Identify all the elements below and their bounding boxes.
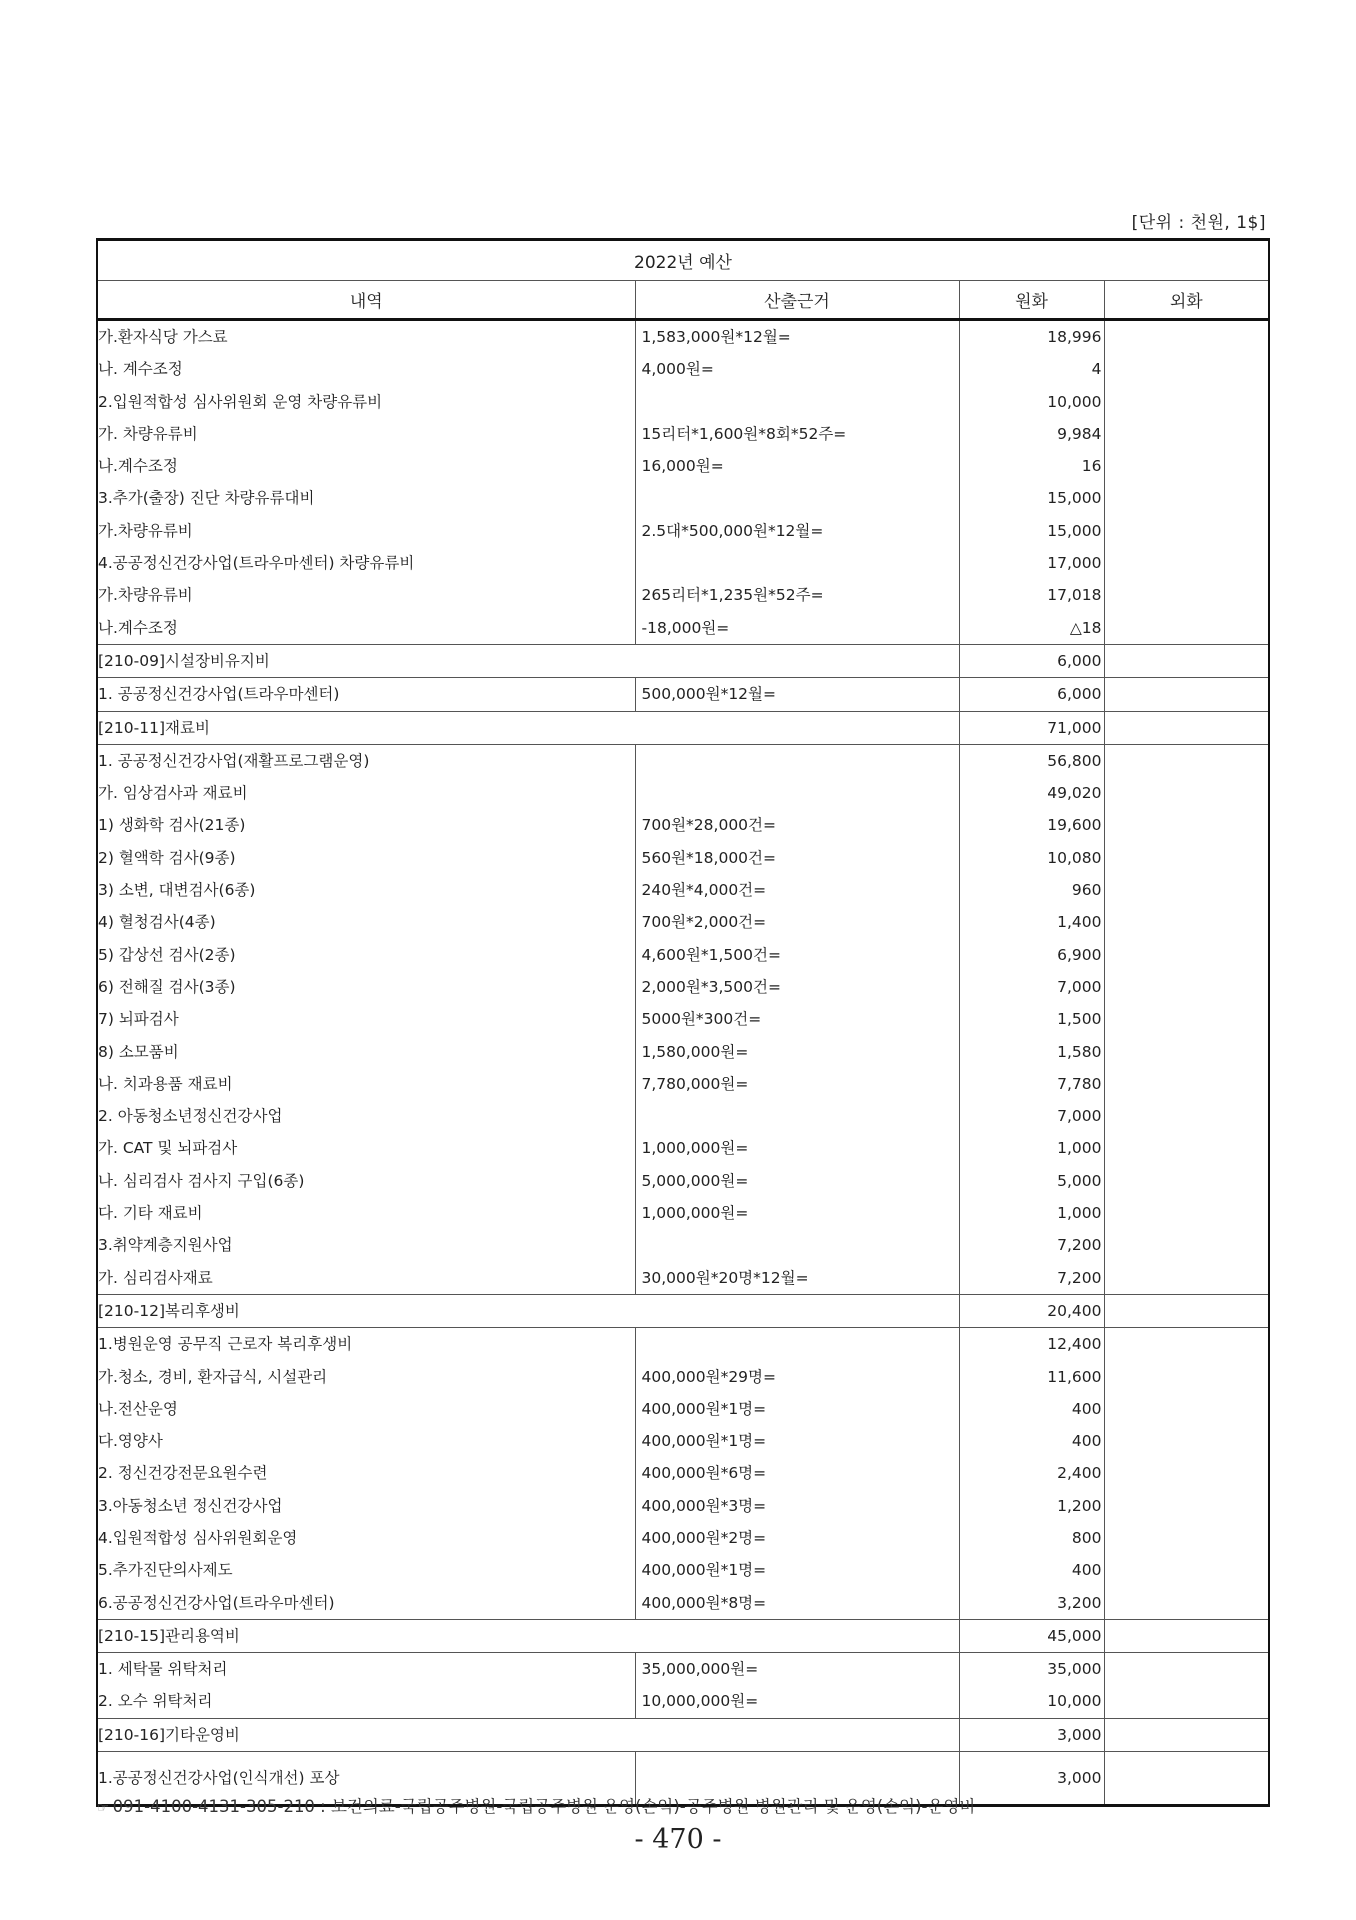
row-fx-amount xyxy=(1104,678,1269,711)
row-fx-amount xyxy=(1104,320,1269,354)
row-label: [210-16]기타운영비 xyxy=(97,1718,959,1751)
row-calculation xyxy=(635,744,959,777)
footnote xyxy=(97,1793,975,1817)
row-krw-amount: 7,000 xyxy=(959,971,1104,1003)
row-krw-amount: 10,000 xyxy=(959,386,1104,418)
row-label: 가. 차량유류비 xyxy=(97,418,635,450)
row-krw-amount: 3,200 xyxy=(959,1587,1104,1620)
row-calculation: 400,000원*1명= xyxy=(635,1425,959,1457)
section-row xyxy=(97,1294,1269,1327)
table-row xyxy=(97,547,1269,579)
row-label: 1. 공공정신건강사업(재활프로그램운영) xyxy=(97,744,635,777)
page-number: - 470 - xyxy=(634,1824,722,1855)
row-fx-amount xyxy=(1104,482,1269,514)
pointing-hand-icon: ☞ xyxy=(97,1801,109,1816)
row-calculation: 400,000원*1명= xyxy=(635,1554,959,1586)
table-row xyxy=(97,874,1269,906)
row-calculation: 1,580,000원= xyxy=(635,1036,959,1068)
table-row xyxy=(97,1554,1269,1586)
table-row xyxy=(97,612,1269,645)
row-calculation: 400,000원*8명= xyxy=(635,1587,959,1620)
row-fx-amount xyxy=(1104,612,1269,645)
table-row xyxy=(97,579,1269,611)
row-calculation: -18,000원= xyxy=(635,612,959,645)
row-fx-amount xyxy=(1104,579,1269,611)
row-fx-amount xyxy=(1104,1361,1269,1393)
row-label: 2. 정신건강전문요원수련 xyxy=(97,1457,635,1489)
row-label: 2) 혈액학 검사(9종) xyxy=(97,842,635,874)
row-krw-amount: 1,000 xyxy=(959,1197,1104,1229)
row-krw-amount: 6,900 xyxy=(959,939,1104,971)
row-calculation: 560원*18,000건= xyxy=(635,842,959,874)
section-row xyxy=(97,711,1269,744)
row-label: 4.입원적합성 심사위원회운영 xyxy=(97,1522,635,1554)
row-label: [210-09]시설장비유지비 xyxy=(97,644,959,677)
row-label: 2. 오수 위탁처리 xyxy=(97,1685,635,1718)
row-krw-amount: 45,000 xyxy=(959,1619,1104,1652)
row-label: 나.계수조정 xyxy=(97,450,635,482)
row-calculation: 2,000원*3,500건= xyxy=(635,971,959,1003)
row-fx-amount xyxy=(1104,842,1269,874)
row-label: [210-15]관리용역비 xyxy=(97,1619,959,1652)
row-fx-amount xyxy=(1104,1554,1269,1586)
row-calculation xyxy=(635,777,959,809)
row-krw-amount: 6,000 xyxy=(959,678,1104,711)
row-fx-amount xyxy=(1104,547,1269,579)
row-fx-amount xyxy=(1104,644,1269,677)
row-krw-amount: 400 xyxy=(959,1554,1104,1586)
row-fx-amount xyxy=(1104,777,1269,809)
section-row xyxy=(97,1619,1269,1652)
row-label: 7) 뇌파검사 xyxy=(97,1003,635,1035)
row-fx-amount xyxy=(1104,515,1269,547)
row-calculation: 265리터*1,235원*52주= xyxy=(635,579,959,611)
table-row xyxy=(97,842,1269,874)
row-krw-amount: 3,000 xyxy=(959,1752,1104,1806)
row-krw-amount: 56,800 xyxy=(959,744,1104,777)
row-calculation: 4,000원= xyxy=(635,353,959,385)
table-row xyxy=(97,482,1269,514)
row-krw-amount: 400 xyxy=(959,1393,1104,1425)
row-label: 가. 심리검사재료 xyxy=(97,1262,635,1295)
table-row xyxy=(97,939,1269,971)
row-calculation: 400,000원*6명= xyxy=(635,1457,959,1489)
row-calculation: 400,000원*3명= xyxy=(635,1490,959,1522)
row-krw-amount: 17,000 xyxy=(959,547,1104,579)
row-krw-amount: △18 xyxy=(959,612,1104,645)
row-calculation: 400,000원*29명= xyxy=(635,1361,959,1393)
row-label: 4.공공정신건강사업(트라우마센터) 차량유류비 xyxy=(97,547,635,579)
row-label: 1. 세탁물 위탁처리 xyxy=(97,1653,635,1686)
table-row xyxy=(97,1132,1269,1164)
row-fx-amount xyxy=(1104,1752,1269,1806)
table-row xyxy=(97,515,1269,547)
row-calculation xyxy=(635,547,959,579)
row-fx-amount xyxy=(1104,1003,1269,1035)
row-krw-amount: 15,000 xyxy=(959,515,1104,547)
row-krw-amount: 5,000 xyxy=(959,1165,1104,1197)
table-body xyxy=(97,320,1269,1806)
table-row xyxy=(97,1229,1269,1261)
row-fx-amount xyxy=(1104,1328,1269,1361)
row-label: 1.병원운영 공무직 근로자 복리후생비 xyxy=(97,1328,635,1361)
row-krw-amount: 7,200 xyxy=(959,1229,1104,1261)
row-fx-amount xyxy=(1104,1490,1269,1522)
row-fx-amount xyxy=(1104,1132,1269,1164)
table-row xyxy=(97,1068,1269,1100)
row-label: 3) 소변, 대변검사(6종) xyxy=(97,874,635,906)
row-fx-amount xyxy=(1104,1197,1269,1229)
row-krw-amount: 35,000 xyxy=(959,1653,1104,1686)
row-label: 3.추가(출장) 진단 차량유류대비 xyxy=(97,482,635,514)
row-krw-amount: 1,000 xyxy=(959,1132,1104,1164)
row-fx-amount xyxy=(1104,1718,1269,1751)
row-label: 나.전산운영 xyxy=(97,1393,635,1425)
row-krw-amount: 10,080 xyxy=(959,842,1104,874)
table-row xyxy=(97,1653,1269,1686)
row-krw-amount: 19,600 xyxy=(959,809,1104,841)
row-label: [210-12]복리후생비 xyxy=(97,1294,959,1327)
table-row xyxy=(97,777,1269,809)
row-fx-amount xyxy=(1104,1068,1269,1100)
budget-table xyxy=(96,238,1270,1807)
row-krw-amount: 2,400 xyxy=(959,1457,1104,1489)
row-calculation: 1,000,000원= xyxy=(635,1197,959,1229)
row-label: 가. CAT 및 뇌파검사 xyxy=(97,1132,635,1164)
row-krw-amount: 7,200 xyxy=(959,1262,1104,1295)
row-krw-amount: 16 xyxy=(959,450,1104,482)
row-label: 나.계수조정 xyxy=(97,612,635,645)
row-fx-amount xyxy=(1104,906,1269,938)
row-calculation xyxy=(635,386,959,418)
row-label: 6) 전해질 검사(3종) xyxy=(97,971,635,1003)
row-calculation: 10,000,000원= xyxy=(635,1685,959,1718)
row-calculation xyxy=(635,1100,959,1132)
row-calculation: 35,000,000원= xyxy=(635,1653,959,1686)
row-label: 가.차량유류비 xyxy=(97,579,635,611)
header-foreign-currency: 외화 xyxy=(1104,281,1269,320)
row-fx-amount xyxy=(1104,1425,1269,1457)
header-calculation-basis: 산출근거 xyxy=(635,281,959,320)
row-krw-amount: 1,580 xyxy=(959,1036,1104,1068)
table-row xyxy=(97,971,1269,1003)
row-krw-amount: 7,000 xyxy=(959,1100,1104,1132)
row-calculation: 1,000,000원= xyxy=(635,1132,959,1164)
row-calculation: 400,000원*2명= xyxy=(635,1522,959,1554)
row-krw-amount: 17,018 xyxy=(959,579,1104,611)
row-label: 1. 공공정신건강사업(트라우마센터) xyxy=(97,678,635,711)
row-fx-amount xyxy=(1104,874,1269,906)
row-label: 가.청소, 경비, 환자급식, 시설관리 xyxy=(97,1361,635,1393)
row-fx-amount xyxy=(1104,1619,1269,1652)
row-krw-amount: 400 xyxy=(959,1425,1104,1457)
table-row xyxy=(97,1197,1269,1229)
row-fx-amount xyxy=(1104,1036,1269,1068)
table-row xyxy=(97,1328,1269,1361)
row-label: 1) 생화학 검사(21종) xyxy=(97,809,635,841)
row-krw-amount: 3,000 xyxy=(959,1718,1104,1751)
row-krw-amount: 11,600 xyxy=(959,1361,1104,1393)
table-row xyxy=(97,1522,1269,1554)
row-krw-amount: 20,400 xyxy=(959,1294,1104,1327)
row-fx-amount xyxy=(1104,1653,1269,1686)
table-row xyxy=(97,1587,1269,1620)
row-calculation: 30,000원*20명*12월= xyxy=(635,1262,959,1295)
row-calculation: 500,000원*12월= xyxy=(635,678,959,711)
table-title: 2022년 예산 xyxy=(97,240,1269,281)
row-calculation: 7,780,000원= xyxy=(635,1068,959,1100)
row-calculation: 2.5대*500,000원*12월= xyxy=(635,515,959,547)
row-krw-amount: 960 xyxy=(959,874,1104,906)
row-calculation: 240원*4,000건= xyxy=(635,874,959,906)
row-label: 4) 혈청검사(4종) xyxy=(97,906,635,938)
row-label: 가. 임상검사과 재료비 xyxy=(97,777,635,809)
table-row xyxy=(97,353,1269,385)
row-fx-amount xyxy=(1104,1685,1269,1718)
header-krw: 원화 xyxy=(959,281,1104,320)
row-krw-amount: 4 xyxy=(959,353,1104,385)
row-krw-amount: 9,984 xyxy=(959,418,1104,450)
row-calculation: 400,000원*1명= xyxy=(635,1393,959,1425)
row-fx-amount xyxy=(1104,1165,1269,1197)
table-row xyxy=(97,1457,1269,1489)
row-calculation xyxy=(635,1229,959,1261)
row-label: 다.영양사 xyxy=(97,1425,635,1457)
row-label: 2.입원적합성 심사위원회 운영 차량유류비 xyxy=(97,386,635,418)
row-calculation: 700원*2,000건= xyxy=(635,906,959,938)
row-label: 가.환자식당 가스료 xyxy=(97,320,635,354)
section-row xyxy=(97,644,1269,677)
row-label: 3.취약계층지원사업 xyxy=(97,1229,635,1261)
row-label: [210-11]재료비 xyxy=(97,711,959,744)
row-krw-amount: 1,500 xyxy=(959,1003,1104,1035)
row-label: 8) 소모품비 xyxy=(97,1036,635,1068)
table-row xyxy=(97,450,1269,482)
row-fx-amount xyxy=(1104,1294,1269,1327)
row-fx-amount xyxy=(1104,971,1269,1003)
row-calculation xyxy=(635,1328,959,1361)
row-krw-amount: 1,200 xyxy=(959,1490,1104,1522)
table-row xyxy=(97,1361,1269,1393)
row-krw-amount: 10,000 xyxy=(959,1685,1104,1718)
row-label: 나. 계수조정 xyxy=(97,353,635,385)
table-row xyxy=(97,809,1269,841)
row-calculation xyxy=(635,482,959,514)
table-row xyxy=(97,1100,1269,1132)
row-calculation: 5000원*300건= xyxy=(635,1003,959,1035)
header-description: 내역 xyxy=(97,281,635,320)
unit-label: [단위 : 천원, 1$] xyxy=(1131,213,1266,233)
row-fx-amount xyxy=(1104,1100,1269,1132)
row-krw-amount: 1,400 xyxy=(959,906,1104,938)
table-row xyxy=(97,386,1269,418)
table-row xyxy=(97,1165,1269,1197)
row-fx-amount xyxy=(1104,809,1269,841)
row-label: 5.추가진단의사제도 xyxy=(97,1554,635,1586)
table-row xyxy=(97,418,1269,450)
row-fx-amount xyxy=(1104,450,1269,482)
table-row xyxy=(97,320,1269,354)
table-row xyxy=(97,678,1269,711)
table-row xyxy=(97,1685,1269,1718)
row-krw-amount: 12,400 xyxy=(959,1328,1104,1361)
table-row xyxy=(97,906,1269,938)
row-fx-amount xyxy=(1104,418,1269,450)
row-krw-amount: 15,000 xyxy=(959,482,1104,514)
table-row xyxy=(97,1425,1269,1457)
row-label: 가.차량유류비 xyxy=(97,515,635,547)
row-krw-amount: 71,000 xyxy=(959,711,1104,744)
section-row xyxy=(97,1718,1269,1751)
row-label: 6.공공정신건강사업(트라우마센터) xyxy=(97,1587,635,1620)
row-krw-amount: 7,780 xyxy=(959,1068,1104,1100)
row-krw-amount: 800 xyxy=(959,1522,1104,1554)
row-calculation: 5,000,000원= xyxy=(635,1165,959,1197)
row-fx-amount xyxy=(1104,939,1269,971)
row-label: 나. 심리검사 검사지 구입(6종) xyxy=(97,1165,635,1197)
row-label: 다. 기타 재료비 xyxy=(97,1197,635,1229)
row-fx-amount xyxy=(1104,353,1269,385)
row-krw-amount: 18,996 xyxy=(959,320,1104,354)
row-label: 1.공공정신건강사업(인식개선) 포상 xyxy=(97,1752,635,1806)
row-fx-amount xyxy=(1104,386,1269,418)
table-row xyxy=(97,1036,1269,1068)
row-fx-amount xyxy=(1104,711,1269,744)
row-fx-amount xyxy=(1104,1229,1269,1261)
row-calculation: 4,600원*1,500건= xyxy=(635,939,959,971)
row-krw-amount: 6,000 xyxy=(959,644,1104,677)
table-row xyxy=(97,1262,1269,1295)
row-calculation: 700원*28,000건= xyxy=(635,809,959,841)
table-row xyxy=(97,1003,1269,1035)
table-row xyxy=(97,1490,1269,1522)
row-calculation: 1,583,000원*12월= xyxy=(635,320,959,354)
row-krw-amount: 49,020 xyxy=(959,777,1104,809)
footnote-text: 091-4100-4131-305-210 : 보건의료-국립공주병원-국립공주병원 운영(손익)-공주병원 병원관리 및 운영(손익)-운영비 xyxy=(112,1797,976,1816)
row-calculation: 15리터*1,600원*8회*52주= xyxy=(635,418,959,450)
row-label: 2. 아동청소년정신건강사업 xyxy=(97,1100,635,1132)
row-fx-amount xyxy=(1104,1522,1269,1554)
row-calculation: 16,000원= xyxy=(635,450,959,482)
row-fx-amount xyxy=(1104,744,1269,777)
row-fx-amount xyxy=(1104,1457,1269,1489)
row-label: 5) 갑상선 검사(2종) xyxy=(97,939,635,971)
row-fx-amount xyxy=(1104,1587,1269,1620)
table-row xyxy=(97,1393,1269,1425)
table-row xyxy=(97,744,1269,777)
row-label: 3.아동청소년 정신건강사업 xyxy=(97,1490,635,1522)
row-label: 나. 치과용품 재료비 xyxy=(97,1068,635,1100)
row-fx-amount xyxy=(1104,1393,1269,1425)
row-fx-amount xyxy=(1104,1262,1269,1295)
